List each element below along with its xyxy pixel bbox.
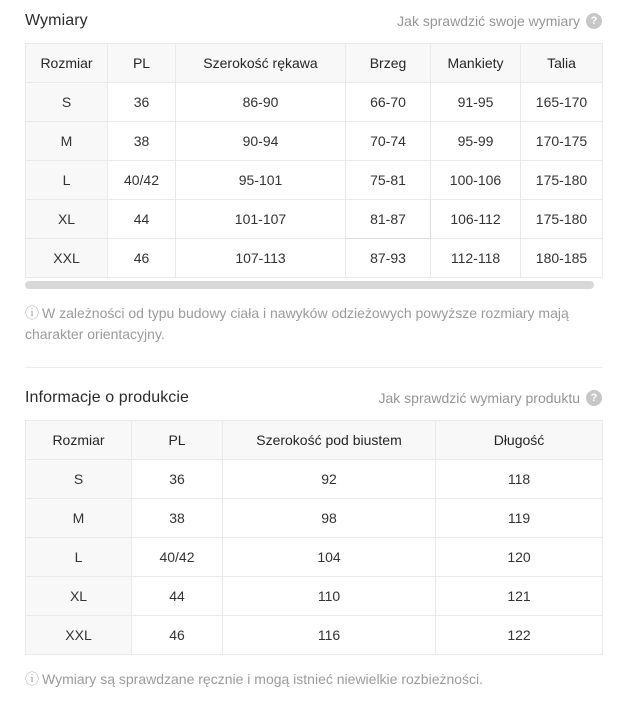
- help-link-label: Jak sprawdzić swoje wymiary: [397, 13, 580, 29]
- row-label-cell: L: [26, 538, 132, 577]
- table-cell: 36: [132, 460, 223, 499]
- table-cell: 116: [223, 616, 436, 655]
- row-label-cell: XL: [26, 577, 132, 616]
- table-cell: 107-113: [176, 239, 346, 278]
- table-cell: 98: [223, 499, 436, 538]
- table-cell: 121: [436, 577, 603, 616]
- row-label-cell: M: [26, 122, 108, 161]
- table-cell: 70-74: [346, 122, 431, 161]
- page-title: Wymiary: [25, 12, 88, 29]
- table-header-cell: Talia: [521, 44, 603, 83]
- table-cell: 91-95: [431, 83, 521, 122]
- table-cell: 75-81: [346, 161, 431, 200]
- horizontal-scrollbar-thumb[interactable]: [25, 281, 594, 289]
- table-row: [26, 200, 603, 239]
- help-link-body-measurements[interactable]: [397, 13, 602, 29]
- disclaimer-text: W zależności od typu budowy ciała i nawyków odzieżowych powyższe rozmiary mają charakter orientacyjny.: [25, 305, 569, 342]
- table-cell-highlighted: 81-87: [346, 200, 431, 239]
- table-header-cell: Długość: [436, 421, 603, 460]
- table-cell: 180-185: [521, 239, 603, 278]
- question-mark-icon[interactable]: ?: [586, 390, 602, 406]
- table-cell: 86-90: [176, 83, 346, 122]
- table-cell: 106-112: [431, 200, 521, 239]
- table-header-cell: Mankiety: [431, 44, 521, 83]
- table-cell: 95-99: [431, 122, 521, 161]
- table-header-cell: Brzeg: [346, 44, 431, 83]
- table-cell: 36: [108, 83, 176, 122]
- table-cell: 44: [108, 200, 176, 239]
- table-cell: 40/42: [108, 161, 176, 200]
- table-row: [26, 161, 603, 200]
- help-link-product-measurements[interactable]: [378, 390, 602, 406]
- table-cell: 66-70: [346, 83, 431, 122]
- row-label-cell: S: [26, 460, 132, 499]
- table-cell: 90-94: [176, 122, 346, 161]
- table-header-cell: PL: [108, 44, 176, 83]
- table-cell: 118: [436, 460, 603, 499]
- table-row: [26, 83, 603, 122]
- disclaimer-text: Wymiary są sprawdzane ręcznie i mogą istnieć niewielkie rozbieżności.: [42, 671, 484, 687]
- row-label-cell: XXL: [26, 616, 132, 655]
- info-icon: ⓘ: [25, 671, 39, 687]
- section-title: Informacje o produkcie: [25, 389, 190, 406]
- table-header-cell: PL: [132, 421, 223, 460]
- table-cell: 46: [132, 616, 223, 655]
- table-cell: 165-170: [521, 83, 603, 122]
- table-cell: 104: [223, 538, 436, 577]
- table-row: [26, 538, 603, 577]
- horizontal-scrollbar-track: [25, 281, 602, 289]
- table-cell: 170-175: [521, 122, 603, 161]
- disclaimer-note: [25, 669, 602, 690]
- help-link-label: Jak sprawdzić wymiary produktu: [378, 390, 580, 406]
- table-cell: 119: [436, 499, 603, 538]
- row-label-cell: L: [26, 161, 108, 200]
- table-cell: 40/42: [132, 538, 223, 577]
- section-product-info: [25, 389, 602, 690]
- table-cell: 44: [132, 577, 223, 616]
- product-info-table: [25, 420, 603, 655]
- table-row: [26, 122, 603, 161]
- disclaimer-note: [25, 303, 602, 345]
- table-cell: 175-180: [521, 200, 603, 239]
- table-cell: 95-101: [176, 161, 346, 200]
- table-cell: 110: [223, 577, 436, 616]
- row-label-cell: XL: [26, 200, 108, 239]
- body-measurements-table: [25, 43, 603, 278]
- table-cell: 175-180: [521, 161, 603, 200]
- table-row: [26, 499, 603, 538]
- table-row: [26, 460, 603, 499]
- table-cell: 46: [108, 239, 176, 278]
- section-header: [25, 389, 602, 407]
- table-header-cell: Rozmiar: [26, 44, 108, 83]
- table-cell: 101-107: [176, 200, 346, 239]
- section-divider: [25, 367, 602, 368]
- table-cell: 120: [436, 538, 603, 577]
- table-cell: 112-118: [431, 239, 521, 278]
- section-body-measurements: [25, 12, 602, 345]
- table-cell: 87-93: [346, 239, 431, 278]
- table-header-cell: Szerokość rękawa: [176, 44, 346, 83]
- row-label-cell: M: [26, 499, 132, 538]
- table-row: [26, 577, 603, 616]
- table-cell: 92: [223, 460, 436, 499]
- table-header-cell: Szerokość pod biustem: [223, 421, 436, 460]
- question-mark-icon[interactable]: ?: [586, 13, 602, 29]
- table-row: [26, 239, 603, 278]
- section-header: [25, 12, 602, 30]
- table-cell: 38: [132, 499, 223, 538]
- table-header-cell: Rozmiar: [26, 421, 132, 460]
- table-cell: 100-106: [431, 161, 521, 200]
- table-cell: 122: [436, 616, 603, 655]
- info-icon: ⓘ: [25, 305, 39, 321]
- table-header-row: [26, 421, 603, 460]
- table-header-row: [26, 44, 603, 83]
- row-label-cell: S: [26, 83, 108, 122]
- row-label-cell: XXL: [26, 239, 108, 278]
- table-cell: 38: [108, 122, 176, 161]
- table-row: [26, 616, 603, 655]
